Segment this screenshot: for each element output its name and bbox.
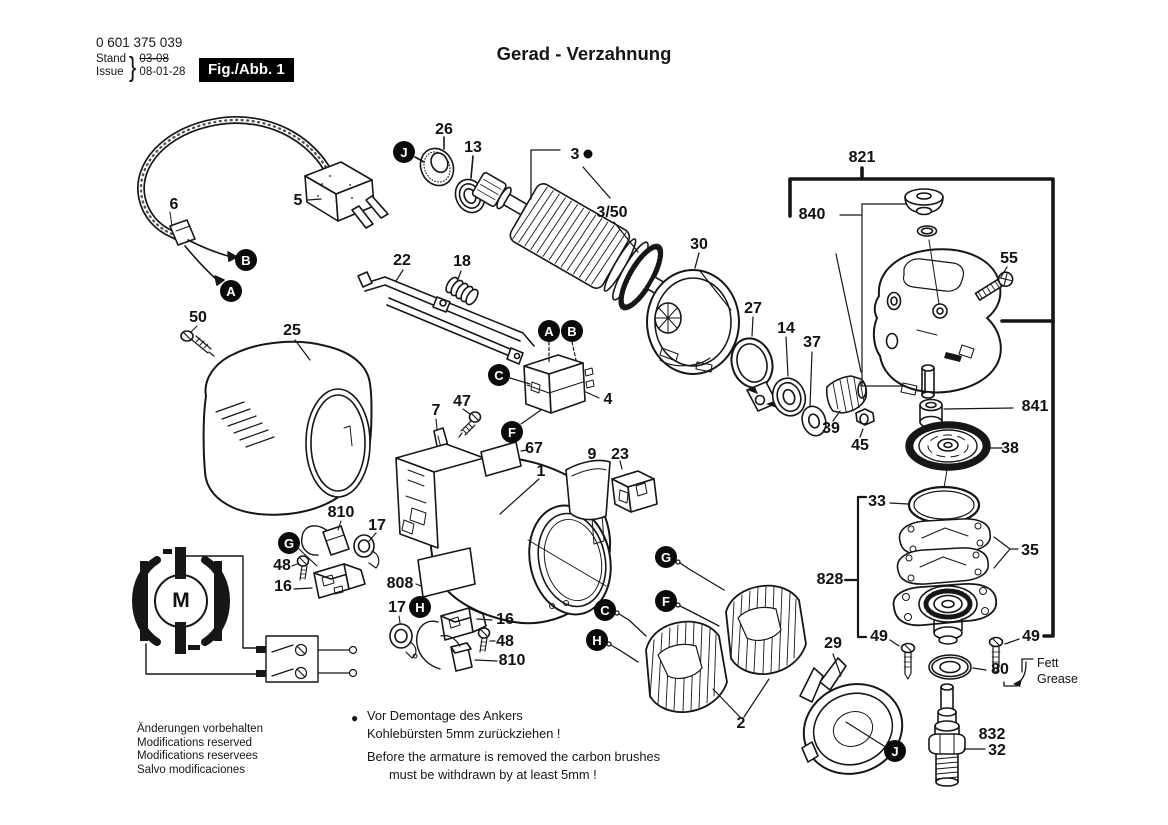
letter-badge-a-2: A [220,280,242,302]
part-label-49r: 49 [1022,628,1040,645]
part-label-13: 13 [464,139,482,156]
new-date: 08-01-28 [139,66,186,78]
part-label-fett: Fett [1037,656,1059,670]
part-label-22: 22 [393,252,411,269]
part-label-18: 18 [453,253,471,270]
legal-notice [137,723,263,777]
letter-badge-h-11: H [586,629,608,651]
issue-label: Issue [96,66,124,78]
part-label-26: 26 [435,121,453,138]
document-number: 0 601 375 039 [96,35,183,50]
part-label-47: 47 [453,393,471,410]
page-title: Gerad - Verzahnung [496,43,672,64]
old-date: 03-08 [139,53,169,65]
letter-badge-h-12: H [409,596,431,618]
note-en-line1: Before the armature is removed the carbon brushes [367,749,661,764]
part-label-67: 67 [525,440,543,457]
part-label-38: 38 [1001,440,1019,457]
letter-badge-b-4: B [561,320,583,342]
letter-badge-c-5: C [488,364,510,386]
part-label-6: 6 [169,196,179,213]
part-label-828: 828 [816,571,844,588]
part-label-810a: 810 [327,504,355,521]
letter-badge-b-1: B [235,249,257,271]
part-label-29: 29 [824,635,842,652]
part-label-7: 7 [431,402,441,419]
letter-badge-f-9: F [655,590,677,612]
stand-label: Stand [96,53,127,65]
part-label-4: 4 [603,391,613,408]
part-label-832: 832 [978,726,1006,743]
part-label-45: 45 [851,437,869,454]
part-label-821: 821 [848,149,876,166]
part-label-48b: 48 [496,633,514,650]
part-label-14: 14 [777,320,795,337]
part-label-808: 808 [386,575,414,592]
part-label-5: 5 [293,192,303,209]
part-label-3-50: 3/50 [596,204,628,221]
note-de-line1: Vor Demontage des Ankers [367,708,523,723]
brush-warning-note [351,707,661,784]
part-label-25: 25 [283,322,301,339]
part-label-30: 30 [690,236,708,253]
part-label-48a: 48 [273,557,291,574]
note-en-line2: must be withdrawn by at least 5mm ! [389,767,597,782]
letter-badge-j-0: J [393,141,415,163]
note-de-line2: Kohlebürsten 5mm zurückziehen ! [367,726,561,741]
part-label-33: 33 [868,493,886,510]
legal-line: Modifications reservees [137,750,258,762]
letter-badge-a-3: A [538,320,560,342]
brace-glyph: } [128,50,137,82]
part-label-39: 39 [822,420,840,437]
part-label-35: 35 [1021,542,1039,559]
part-label-840: 840 [798,206,826,223]
letter-badge-g-7: G [278,532,300,554]
part-label-841: 841 [1021,398,1049,415]
part-label-grease: Grease [1037,672,1078,686]
letter-badge-g-8: G [655,546,677,568]
letter-badge-c-10: C [594,599,616,621]
part-label-17b: 17 [388,599,406,616]
part-label-2: 2 [736,715,746,732]
part-label-50: 50 [189,309,207,326]
part-label-1: 1 [536,463,546,480]
letter-badge-f-6: F [501,421,523,443]
part-label-16b: 16 [496,611,514,628]
note-bullet: ● [351,711,359,725]
legal-line: Modifications reserved [137,736,253,749]
part-label-32: 32 [988,742,1006,759]
part-label-17a: 17 [368,517,386,534]
part-label-49l: 49 [870,628,888,645]
part-label-37: 37 [803,334,821,351]
part-label-23: 23 [611,446,629,463]
part-label-9: 9 [587,446,597,463]
part-label-80: 80 [991,661,1009,678]
part-label-3: 3 [570,146,580,163]
letter-badge-j-13: J [884,740,906,762]
part-label-27: 27 [744,300,762,317]
part-label-55: 55 [1000,250,1018,267]
part-label-810b: 810 [498,652,526,669]
part-label-motor: M [172,589,190,612]
figure-label-box: Fig./Abb. 1 [199,58,294,82]
legal-line: Salvo modificaciones [137,763,246,776]
legal-line: Änderungen vorbehalten [137,723,263,735]
part-label-16a: 16 [274,578,292,595]
